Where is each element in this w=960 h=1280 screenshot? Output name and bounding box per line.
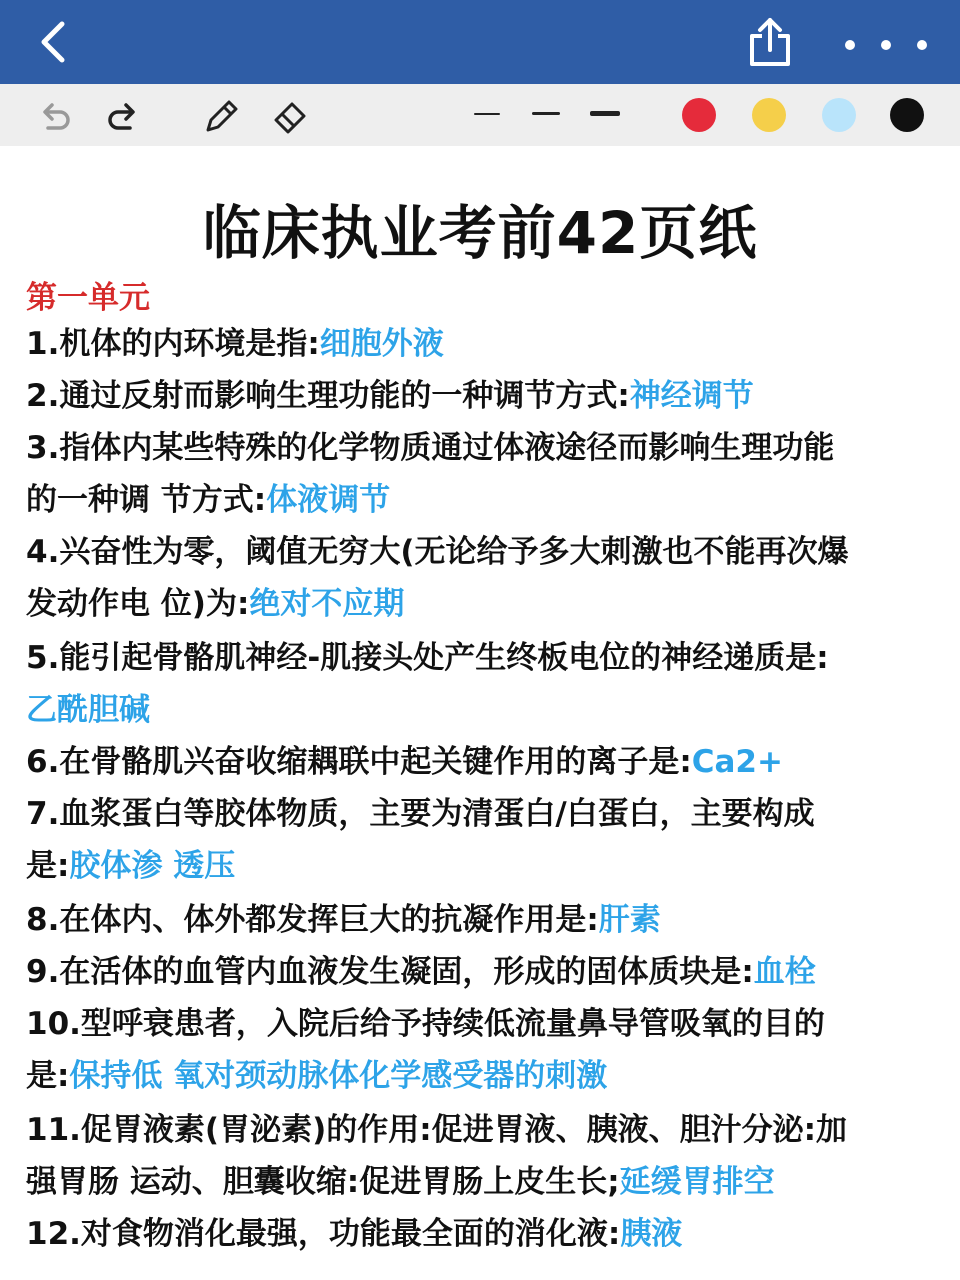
text-line <box>26 788 938 840</box>
color-swatch-light-blue[interactable] <box>822 98 856 132</box>
answer-text: 细胞外液 <box>319 326 444 362</box>
pencil-icon[interactable] <box>200 94 242 136</box>
undo-icon[interactable] <box>34 94 76 136</box>
text-line <box>26 474 938 526</box>
stroke-thin-option[interactable] <box>474 113 500 115</box>
line-text: 发动作电 位)为: <box>26 586 250 622</box>
line-text: 2.通过反射而影响生理功能的一种调节方式: <box>26 378 630 414</box>
line-text: 是: <box>26 848 70 884</box>
line-text: 是: <box>26 1058 70 1094</box>
page-title: 临床执业考前42页纸 <box>202 199 758 267</box>
annotation-toolbar <box>0 84 960 146</box>
answer-text: 体液调节 <box>266 482 391 518</box>
line-text: 12.对食物消化最强，功能最全面的消化液: <box>26 1216 621 1252</box>
answer-text: 神经调节 <box>629 378 754 414</box>
redo-icon[interactable] <box>102 94 144 136</box>
answer-text: 绝对不应期 <box>249 586 405 622</box>
answer-text: 延缓胃排空 <box>619 1164 775 1200</box>
line-text: 6.在骨骼肌兴奋收缩耦联中起关键作用的离子是: <box>26 744 692 780</box>
line-text: 7.血浆蛋白等胶体物质，主要为清蛋白/白蛋白，主要构成 <box>26 796 815 832</box>
line-text: 11.促胃液素(胃泌素)的作用:促进胃液、胰液、胆汁分泌:加 <box>26 1112 848 1148</box>
document-page <box>0 146 960 1280</box>
line-text: 1.机体的内环境是指: <box>26 326 320 362</box>
text-line <box>26 684 938 736</box>
stroke-medium-option[interactable] <box>532 112 560 115</box>
text-line <box>26 578 938 630</box>
text-line <box>26 1156 938 1208</box>
line-text: 8.在体内、体外都发挥巨大的抗凝作用是: <box>26 902 599 938</box>
line-text: 4.兴奋性为零，阈值无穷大(无论给予多大刺激也不能再次爆 <box>26 534 849 570</box>
answer-text: 肝素 <box>598 902 661 938</box>
text-line <box>26 1050 938 1102</box>
text-line <box>26 370 938 422</box>
line-text: 的一种调 节方式: <box>26 482 267 518</box>
text-line <box>26 632 938 684</box>
stroke-thick-option[interactable] <box>590 111 620 116</box>
text-line <box>26 1104 938 1156</box>
answer-text: Ca2+ <box>691 744 783 780</box>
line-text: 强胃肠 运动、胆囊收缩:促进胃肠上皮生长; <box>26 1164 620 1200</box>
section-heading: 第一单元 <box>26 280 150 316</box>
text-line <box>26 1208 938 1260</box>
back-arrow-icon[interactable] <box>30 18 78 66</box>
text-line <box>26 840 938 892</box>
more-options-icon[interactable] <box>836 30 936 60</box>
answer-text: 保持低 氧对颈动脉体化学感受器的刺激 <box>69 1058 608 1094</box>
text-line <box>26 998 938 1050</box>
text-line <box>26 894 938 946</box>
answer-text: 血栓 <box>753 954 816 990</box>
line-text: 9.在活体的血管内血液发生凝固，形成的固体质块是: <box>26 954 754 990</box>
text-line <box>26 318 938 370</box>
eraser-icon[interactable] <box>270 94 312 136</box>
text-line <box>26 422 938 474</box>
text-line <box>26 736 938 788</box>
line-text: 10.型呼衰患者，入院后给予持续低流量鼻导管吸氧的目的 <box>26 1006 825 1042</box>
color-swatch-red[interactable] <box>682 98 716 132</box>
answer-text: 胶体渗 透压 <box>69 848 236 884</box>
text-line <box>26 946 938 998</box>
top-app-bar <box>0 0 960 84</box>
share-icon[interactable] <box>744 14 796 70</box>
answer-text: 乙酰胆碱 <box>26 692 150 728</box>
text-line <box>26 526 938 578</box>
answer-text: 胰液 <box>620 1216 683 1252</box>
line-text: 3.指体内某些特殊的化学物质通过体液途径而影响生理功能 <box>26 430 835 466</box>
color-swatch-black[interactable] <box>890 98 924 132</box>
color-swatch-yellow[interactable] <box>752 98 786 132</box>
line-text: 5.能引起骨骼肌神经-肌接头处产生终板电位的神经递质是: <box>26 640 829 676</box>
